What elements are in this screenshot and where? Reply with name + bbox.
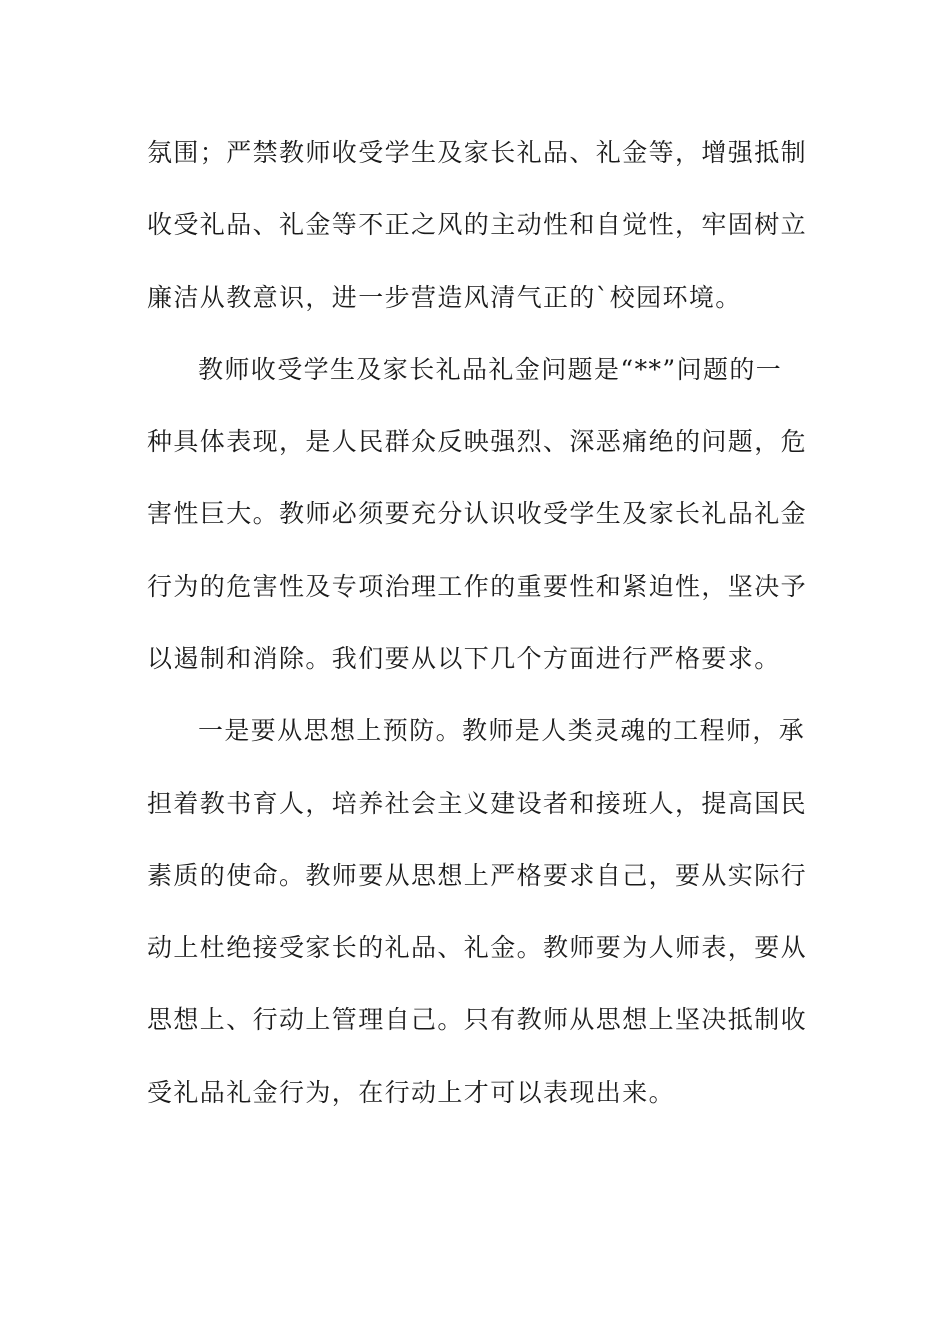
text-line: 动上杜绝接受家长的礼品、礼金。教师要为人师表，要从	[147, 933, 808, 962]
text-line: 受礼品礼金行为，在行动上才可以表现出来。	[147, 1078, 676, 1107]
text-line: 收受礼品、礼金等不正之风的主动性和自觉性，牢固树立	[147, 210, 808, 239]
text-line: 思想上、行动上管理自己。只有教师从思想上坚决抵制收	[147, 1005, 808, 1034]
text-line: 廉洁从教意识，进一步营造风清气正的`校园环境。	[147, 283, 742, 312]
paragraph-first-line: 教师收受学生及家长礼品礼金问题是“**”问题的一	[198, 355, 783, 384]
text-line: 素质的使命。教师要从思想上严格要求自己，要从实际行	[147, 861, 808, 890]
text-line: 行为的危害性及专项治理工作的重要性和紧迫性，坚决予	[147, 572, 808, 601]
text-line: 害性巨大。教师必须要充分认识收受学生及家长礼品礼金	[147, 499, 808, 528]
text-line: 氛围；严禁教师收受学生及家长礼品、礼金等，增强抵制	[147, 138, 808, 167]
text-line: 种具体表现，是人民群众反映强烈、深恶痛绝的问题，危	[147, 427, 808, 456]
paragraph-first-line: 一是要从思想上预防。教师是人类灵魂的工程师，承	[198, 716, 806, 745]
text-line: 以遏制和消除。我们要从以下几个方面进行严格要求。	[147, 644, 781, 673]
text-line: 担着教书育人，培养社会主义建设者和接班人，提高国民	[147, 789, 808, 818]
